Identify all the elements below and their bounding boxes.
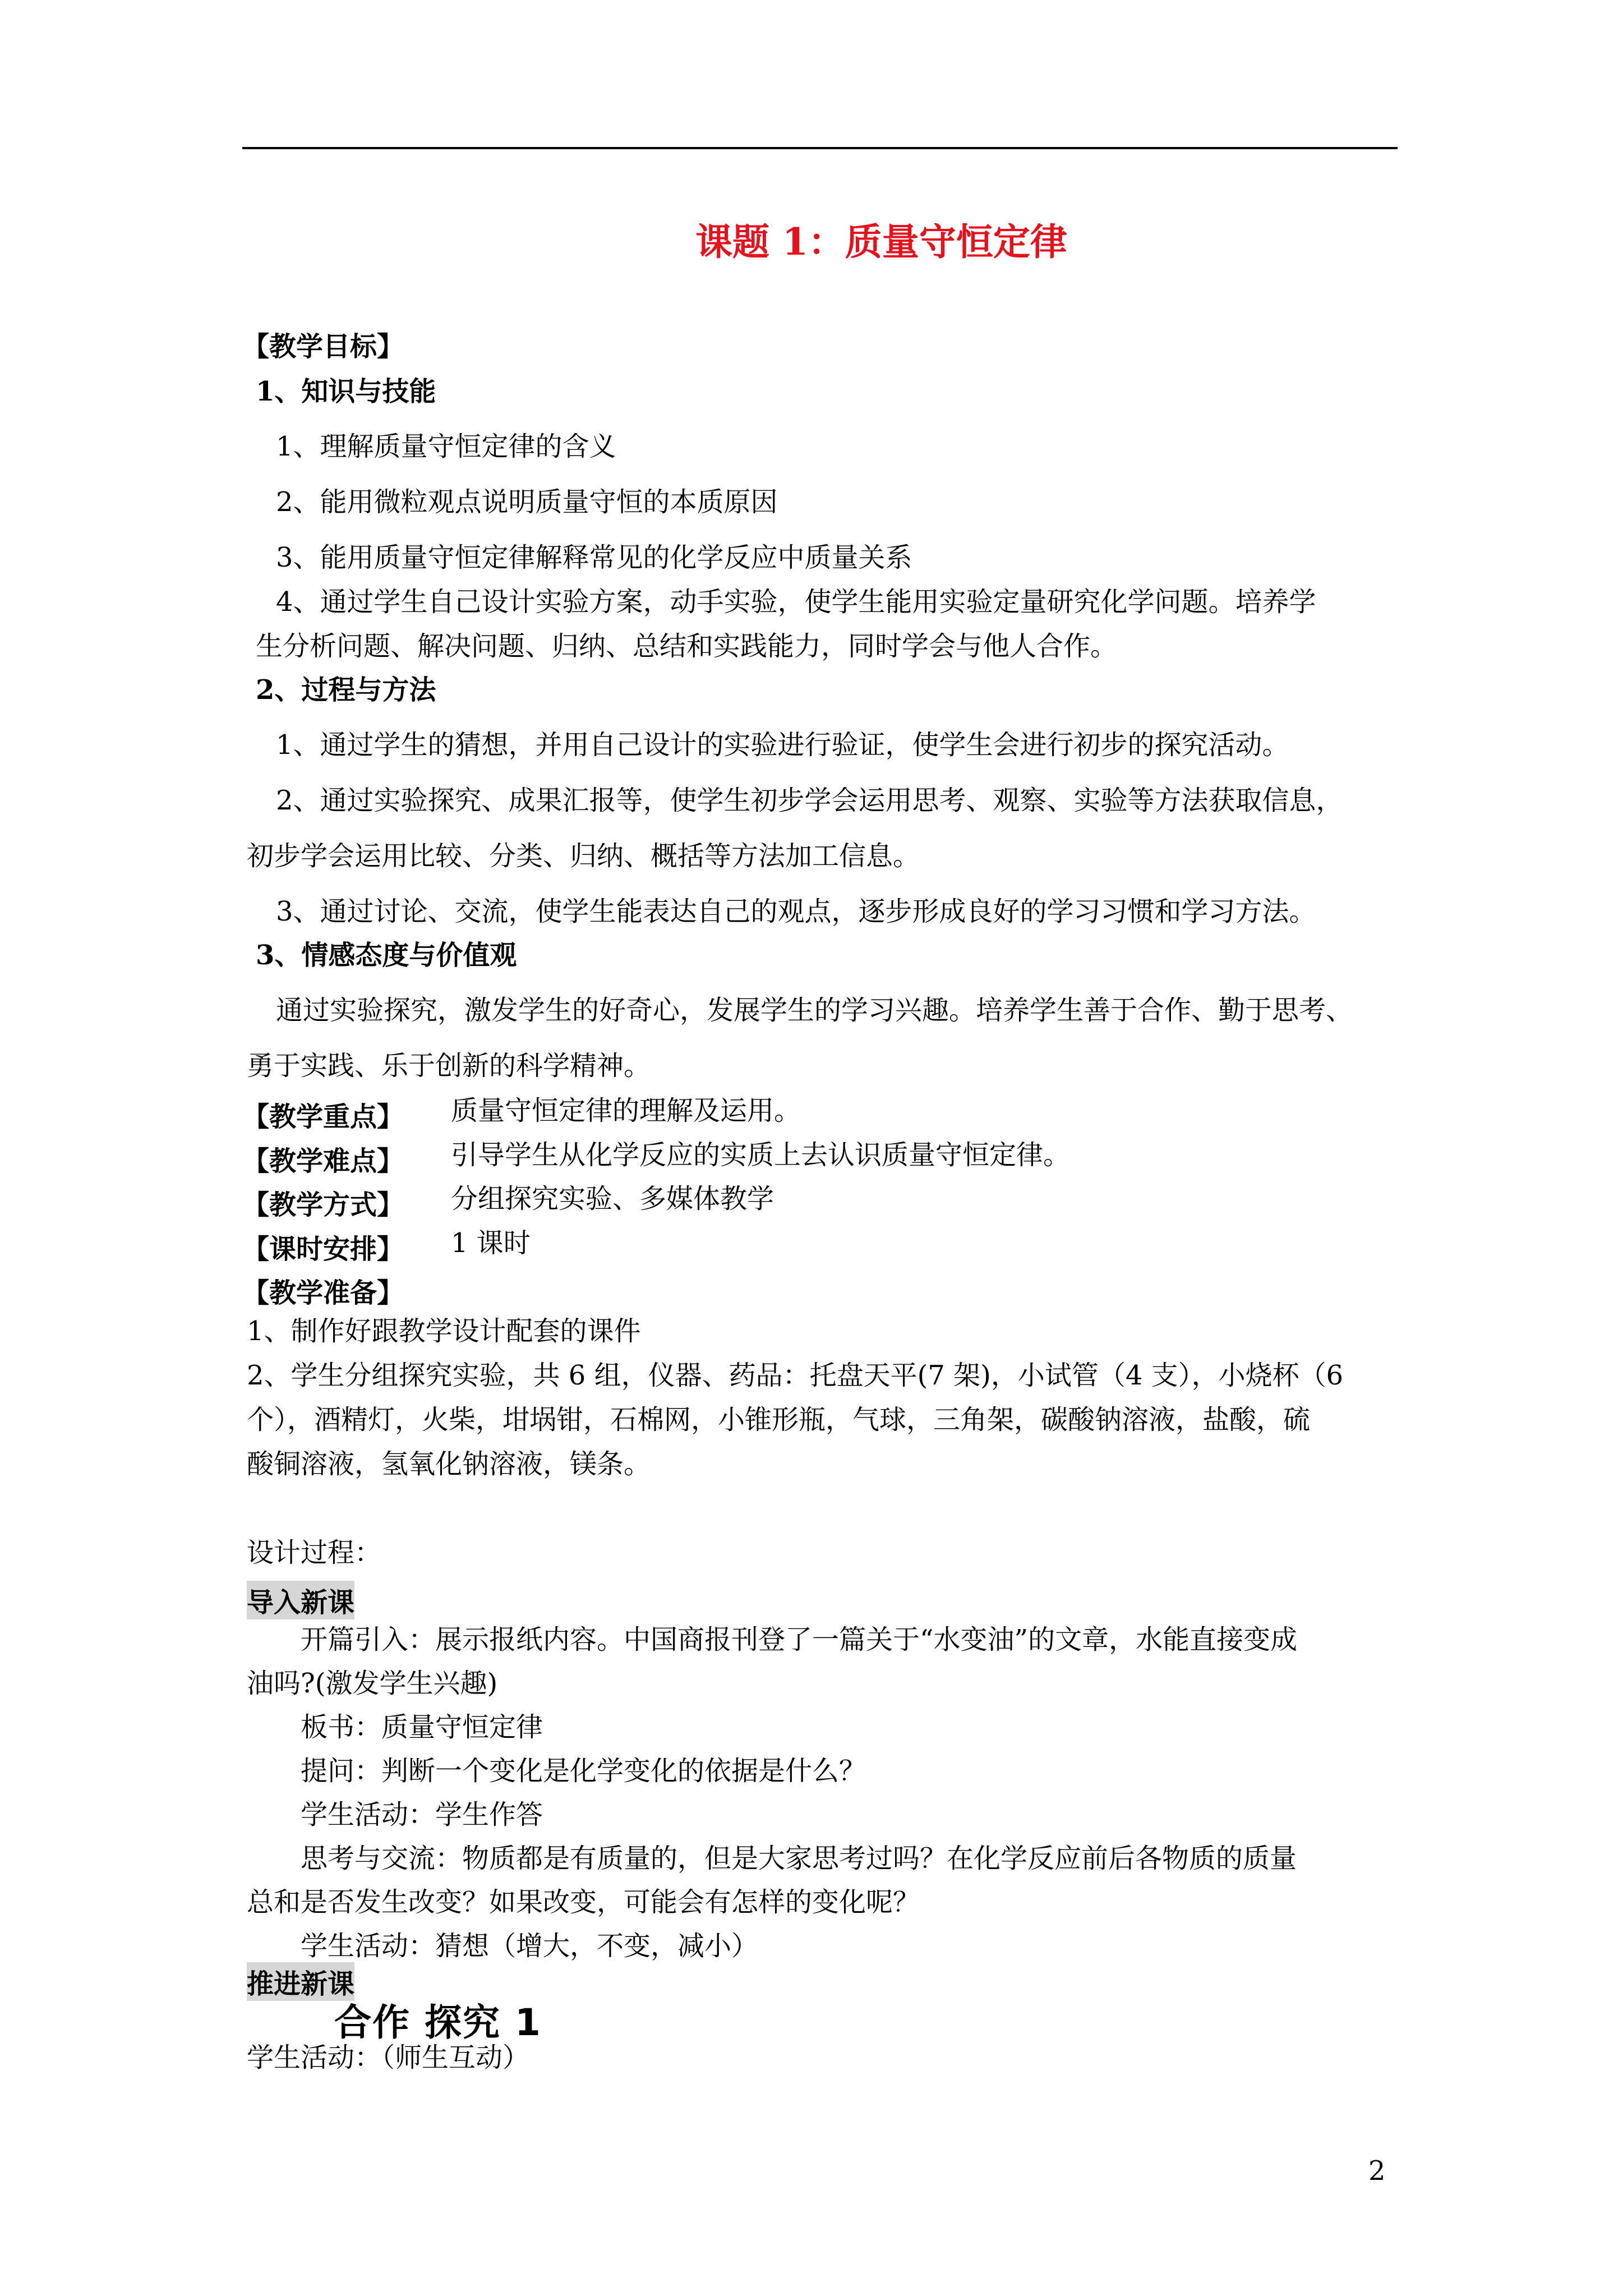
process-item-2-cont: 初步学会运用比较、分类、归纳、概括等方法加工信息。 xyxy=(247,840,920,872)
prep-heading: 【教学准备】 xyxy=(242,1277,404,1309)
key-point-value: 质量守恒定律的理解及运用。 xyxy=(451,1095,801,1126)
knowledge-item-4-cont: 生分析问题、解决问题、归纳、总结和实践能力，同时学会与他人合作。 xyxy=(256,631,1118,662)
method-value: 分组探究实验、多媒体教学 xyxy=(451,1183,774,1214)
advance-heading: 推进新课 xyxy=(247,1962,354,2001)
prep-item-2-cont2: 酸铜溶液，氢氧化钠溶液，镁条。 xyxy=(247,1448,651,1480)
objectives-heading: 【教学目标】 xyxy=(242,331,404,362)
intro-line-5: 学生活动：学生作答 xyxy=(301,1799,543,1830)
intro-line-1: 开篇引入：展示报纸内容。中国商报刊登了一篇关于“水变油”的文章，水能直接变成 xyxy=(301,1624,1298,1655)
difficulty-label: 【教学难点】 xyxy=(242,1145,404,1177)
process-item-2: 2、通过实验探究、成果汇报等，使学生初步学会运用思考、观察、实验等方法获取信息， xyxy=(276,785,1343,816)
intro-line-7: 总和是否发生改变？如果改变，可能会有怎样的变化呢？ xyxy=(247,1887,920,1918)
header-rule xyxy=(242,147,1398,149)
handwritten-title: 合作 探究 1 xyxy=(334,2001,542,2044)
schedule-value: 1 课时 xyxy=(451,1227,531,1259)
process-item-1: 1、通过学生的猜想，并用自己设计的实验进行验证，使学生会进行初步的探究活动。 xyxy=(276,729,1289,761)
knowledge-item-4: 4、通过学生自己设计实验方案，动手实验，使学生能用实验定量研究化学问题。培养学 xyxy=(276,586,1316,618)
intro-line-6: 思考与交流：物质都是有质量的，但是大家思考过吗？在化学反应前后各物质的质量 xyxy=(301,1843,1297,1874)
knowledge-item-1: 1、理解质量守恒定律的含义 xyxy=(276,431,616,462)
emotion-heading: 3、情感态度与价值观 xyxy=(256,940,517,971)
method-label: 【教学方式】 xyxy=(242,1189,404,1221)
intro-line-3: 板书：质量守恒定律 xyxy=(301,1711,543,1743)
process-item-3: 3、通过讨论、交流，使学生能表达自己的观点，逐步形成良好的学习习惯和学习方法。 xyxy=(276,896,1316,927)
prep-item-2: 2、学生分组探究实验，共 6 组，仪器、药品：托盘天平(7 架)，小试管（4 支），小烧杯（6 xyxy=(247,1360,1344,1391)
page-number: 2 xyxy=(1368,2155,1386,2187)
prep-item-2-cont1: 个），酒精灯，火柴，坩埚钳，石棉网，小锥形瓶，气球，三角架，碳酸钠溶液，盐酸，硫 xyxy=(247,1404,1311,1435)
prep-item-1: 1、制作好跟教学设计配套的课件 xyxy=(247,1315,641,1347)
knowledge-heading: 1、知识与技能 xyxy=(256,376,436,407)
emotion-item-2: 勇于实践、乐于创新的科学精神。 xyxy=(247,1050,651,1082)
intro-line-4: 提问：判断一个变化是化学变化的依据是什么？ xyxy=(301,1755,866,1787)
design-heading: 设计过程： xyxy=(247,1537,382,1568)
knowledge-item-3: 3、能用质量守恒定律解释常见的化学反应中质量关系 xyxy=(276,542,912,573)
intro-line-2: 油吗?(激发学生兴趣) xyxy=(247,1668,498,1699)
difficulty-value: 引导学生从化学反应的实质上去认识质量守恒定律。 xyxy=(451,1139,1071,1171)
emotion-item-1: 通过实验探究，激发学生的好奇心，发展学生的学习兴趣。培养学生善于合作、勤于思考、 xyxy=(276,995,1353,1026)
page-title: 课题 1：质量守恒定律 xyxy=(695,220,1067,264)
knowledge-item-2: 2、能用微粒观点说明质量守恒的本质原因 xyxy=(276,486,778,518)
intro-line-8: 学生活动：猜想（增大，不变，减小） xyxy=(301,1930,759,1962)
key-point-label: 【教学重点】 xyxy=(242,1101,404,1133)
last-line: 学生活动：（师生互动） xyxy=(247,2042,530,2073)
schedule-label: 【课时安排】 xyxy=(242,1234,404,1265)
intro-heading: 导入新课 xyxy=(247,1581,354,1619)
process-heading: 2、过程与方法 xyxy=(256,674,436,706)
